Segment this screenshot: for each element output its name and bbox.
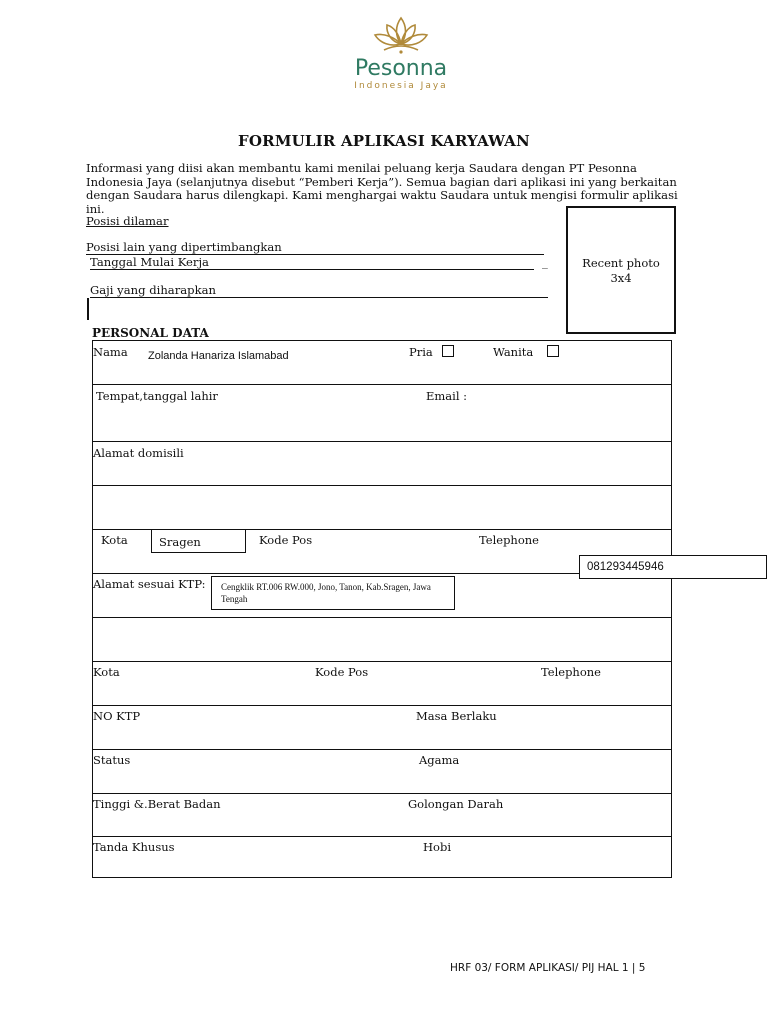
wanita-label: Wanita <box>493 345 534 359</box>
hobi-label: Hobi <box>423 840 451 854</box>
posisi-dilamar-label: Posisi dilamar <box>86 214 169 228</box>
kodepos2-label: Kode Pos <box>315 665 369 679</box>
kota2-label: Kota <box>93 665 120 679</box>
nama-label: Nama <box>93 345 128 359</box>
telephone-value: 081293445946 <box>587 561 664 573</box>
masa-berlaku-label: Masa Berlaku <box>416 709 497 723</box>
row-divider <box>93 485 671 486</box>
kota-input[interactable] <box>151 529 246 553</box>
kodepos-label: Kode Pos <box>259 533 313 547</box>
gaji-input-cursor-line <box>87 298 89 320</box>
photo-box[interactable] <box>566 206 676 334</box>
row-divider <box>93 441 671 442</box>
gaji-label: Gaji yang diharapkan <box>90 283 216 297</box>
telephone2-label: Telephone <box>541 665 601 679</box>
telephone-label: Telephone <box>479 533 539 547</box>
golongan-label: Golongan Darah <box>408 797 504 811</box>
intro-paragraph: Informasi yang diisi akan membantu kami menilai peluang kerja Saudara dengan PT Pesonna Indonesia Jaya (selanjutnya disebut “Pemberi Kerja”). Semua bagian dari aplikasi ini yang berkaitan dengan Saudara harus dilengkapi. Kami menghargai waktu Saudara untuk mengisi formulir aplikasi ini. <box>86 161 678 216</box>
kota-label: Kota <box>101 533 128 547</box>
row-divider <box>93 661 671 662</box>
kota-value: Sragen <box>159 535 201 549</box>
row-divider <box>93 705 671 706</box>
brand-subtitle: Indonesia Jaya <box>354 81 448 91</box>
alamat-domisili-label: Alamat domisili <box>93 446 184 460</box>
page-footer: HRF 03/ FORM APLIKASI/ PIJ HAL 1 | 5 <box>450 962 646 974</box>
tinggi-label: Tinggi &.Berat Badan <box>93 797 221 811</box>
nama-value[interactable]: Zolanda Hanariza Islamabad <box>148 350 289 362</box>
row-divider <box>93 836 671 837</box>
tanggal-mulai-label: Tanggal Mulai Kerja <box>90 255 209 269</box>
row-divider <box>93 749 671 750</box>
posisi-lain-field[interactable] <box>86 240 544 255</box>
telephone-input[interactable] <box>579 555 767 579</box>
personal-data-heading: PERSONAL DATA <box>92 326 209 340</box>
ttl-label: Tempat,tanggal lahir <box>96 389 218 403</box>
alamat-ktp-value: Cengklik RT.006 RW.000, Jono, Tanon, Kab.Sragen, Jawa Tengah <box>221 582 431 604</box>
brand-name: Pesonna <box>354 56 448 81</box>
page-title: FORMULIR APLIKASI KARYAWAN <box>238 132 530 150</box>
alamat-ktp-label: Alamat sesuai KTP: <box>93 577 206 591</box>
row-divider <box>93 384 671 385</box>
personal-data-table <box>92 340 672 878</box>
row-divider <box>93 793 671 794</box>
status-label: Status <box>93 753 131 767</box>
photo-label-line1: Recent photo <box>582 256 660 270</box>
wanita-checkbox[interactable] <box>547 345 559 357</box>
gaji-field[interactable] <box>90 283 548 298</box>
alamat-ktp-input[interactable] <box>211 576 455 610</box>
agama-label: Agama <box>419 753 460 767</box>
lotus-icon <box>366 14 436 56</box>
row-divider <box>93 617 671 618</box>
photo-label-line2: 3x4 <box>610 271 632 285</box>
posisi-lain-label: Posisi lain yang dipertimbangkan <box>86 240 282 254</box>
pria-checkbox[interactable] <box>442 345 454 357</box>
tanggal-mulai-field[interactable] <box>90 255 534 270</box>
tanggal-mulai-tail: _ <box>542 255 548 269</box>
email-label: Email : <box>426 389 468 403</box>
pria-label: Pria <box>409 345 433 359</box>
tanda-label: Tanda Khusus <box>93 840 175 854</box>
company-logo <box>346 14 456 100</box>
noktp-label: NO KTP <box>93 709 141 723</box>
